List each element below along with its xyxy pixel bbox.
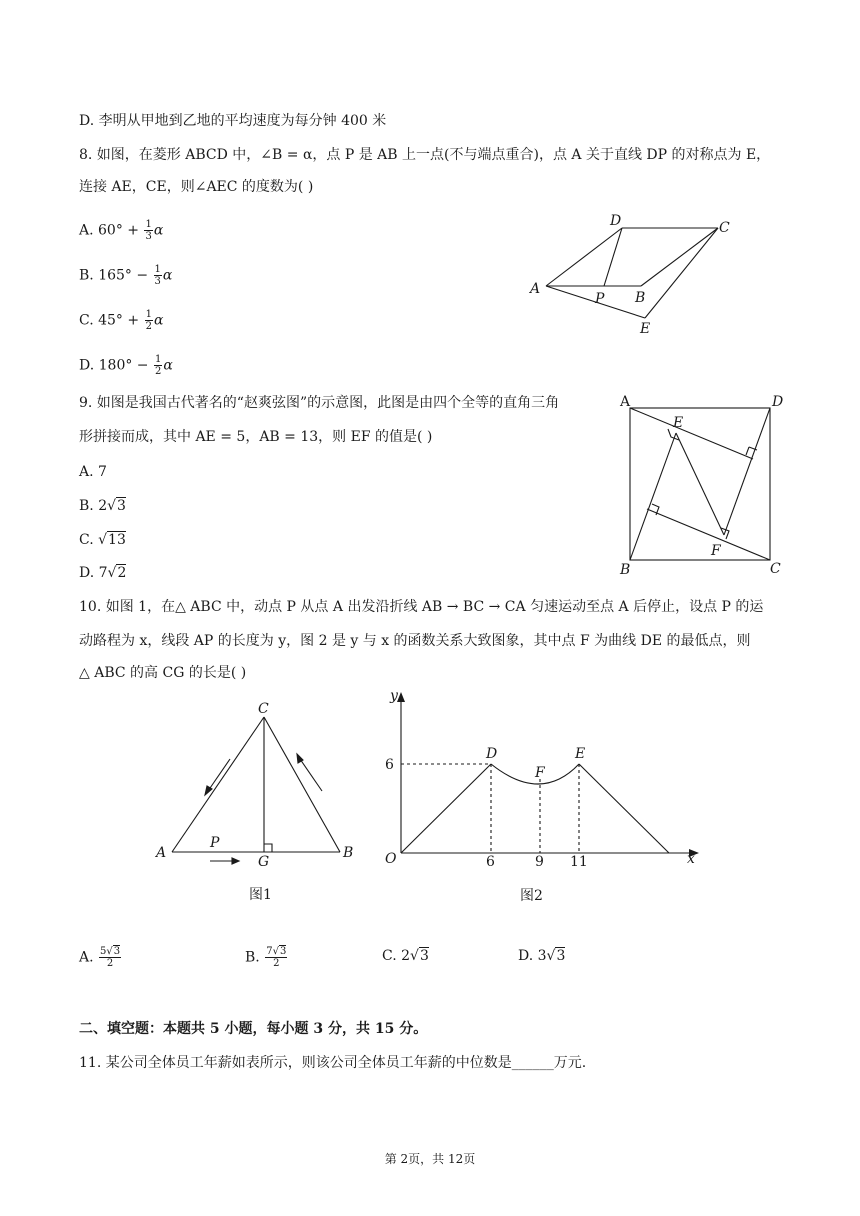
frac-den: 2	[273, 958, 280, 969]
q10-option-c: C. 2√3	[382, 948, 429, 964]
origin-label: O	[385, 851, 397, 867]
radicand: 2	[117, 565, 127, 581]
q10-figure-1	[150, 695, 360, 914]
option-prefix: C. 45° +	[79, 312, 140, 329]
q8-stem-line2: 连接 AE，CE，则∠AEC 的度数为( )	[79, 179, 314, 195]
option-prefix: D. 180° −	[79, 357, 149, 374]
page-footer: 第 2页，共 12页	[384, 1152, 476, 1166]
section-2-heading: 二、填空题：本题共 5 小题，每小题 3 分，共 15 分。	[79, 1021, 428, 1037]
y-axis-label: y	[390, 688, 398, 704]
label-a: A	[156, 845, 167, 861]
frac-num: 1	[145, 309, 152, 320]
label-g: G	[258, 854, 270, 870]
frac-den: 3	[145, 231, 152, 242]
q9-option-a: A. 7	[79, 464, 107, 480]
option-prefix: D. 7	[79, 565, 108, 581]
frac-num: 1	[154, 354, 162, 365]
num-coef: 5	[100, 946, 107, 957]
frac-den: 2	[106, 958, 114, 969]
label-e: E	[673, 415, 684, 431]
q9-option-c: C. √13	[79, 532, 126, 548]
label-b: B	[620, 562, 631, 578]
label-f: F	[711, 543, 721, 559]
q8-option-a	[79, 219, 163, 242]
option-prefix: B. 165° −	[79, 267, 149, 284]
label-d: D	[610, 213, 622, 229]
q9-option-b: B. 2√3	[79, 498, 126, 514]
option-suffix: α	[162, 267, 173, 284]
q10-stem-line2: 动路程为 x，线段 AP 的长度为 y，图 2 是 y 与 x 的函数关系大致图象，其中点 F 为曲线 DE 的最低点，则	[79, 633, 751, 649]
num-radicand: 3	[279, 946, 287, 957]
x-tick-6: 6	[486, 854, 495, 870]
q9-zhao-shuang-figure	[612, 388, 792, 587]
q10-figure-2-graph	[375, 683, 705, 912]
q11-stem: 11. 某公司全体员工年薪如表所示，则该公司全体员工年薪的中位数是______万元.	[79, 1055, 587, 1071]
label-e: E	[640, 321, 651, 337]
option-prefix: B.	[245, 949, 265, 966]
frac-den: 2	[154, 366, 162, 377]
option-prefix: D. 3	[518, 948, 547, 964]
option-prefix: C.	[79, 532, 99, 548]
label-p: P	[595, 291, 605, 307]
option-prefix: A.	[79, 949, 99, 966]
frac-den: 3	[154, 276, 161, 287]
label-a: A	[620, 394, 631, 410]
q10-stem-line3: △ ABC 的高 CG 的长是( )	[79, 665, 247, 681]
frac-num: 1	[154, 264, 161, 275]
q8-option-d	[79, 354, 173, 377]
q9-stem-line1: 9. 如图是我国古代著名的“赵爽弦图”的示意图，此图是由四个全等的直角三角	[79, 395, 560, 411]
label-f: F	[535, 765, 545, 781]
label-a: A	[530, 281, 541, 297]
label-e: E	[575, 746, 586, 762]
option-suffix: α	[153, 222, 164, 239]
label-c: C	[719, 220, 730, 236]
option-prefix: C. 2	[382, 948, 411, 964]
q8-stem-line1: 8. 如图，在菱形 ABCD 中，∠B = α，点 P 是 AB 上一点(不与端点重合)，点 A 关于直线 DP 的对称点为 E，	[79, 147, 771, 163]
q10-option-d: D. 3√3	[518, 948, 566, 964]
q8-rhombus-figure	[520, 205, 750, 344]
option-suffix: α	[153, 312, 164, 329]
q10-option-a: A. $\frac{5√3}{2}$	[79, 946, 121, 969]
x-axis-label: x	[687, 851, 695, 867]
num-radicand: 3	[113, 946, 121, 957]
option-suffix: α	[163, 357, 173, 374]
option-prefix: B. 2	[79, 498, 108, 514]
figure-1-caption: 图1	[249, 887, 272, 903]
y-tick-6: 6	[385, 757, 394, 773]
frac-den: 2	[145, 321, 152, 332]
label-c: C	[258, 701, 269, 717]
num-coef: 7	[266, 946, 273, 957]
label-p: P	[210, 835, 220, 851]
frac-num: 1	[145, 219, 152, 230]
q10-stem-line1: 10. 如图 1，在△ ABC 中，动点 P 从点 A 出发沿折线 AB → BC → CA 匀速运动至点 A 后停止，设点 P 的运	[79, 599, 764, 615]
q8-option-b	[79, 264, 172, 287]
q7-option-d: D. 李明从甲地到乙地的平均速度为每分钟 400 米	[79, 113, 387, 129]
radicand: 3	[419, 948, 429, 964]
label-d: D	[772, 394, 784, 410]
x-tick-9: 9	[535, 854, 544, 870]
radicand: 3	[556, 948, 566, 964]
option-prefix: A. 60° +	[79, 222, 140, 239]
label-c: C	[770, 561, 781, 577]
x-tick-11: 11	[570, 854, 588, 870]
radicand: 13	[108, 532, 126, 548]
q9-stem-line2: 形拼接而成，其中 AE = 5，AB = 13，则 EF 的值是( )	[79, 429, 433, 445]
q9-option-d: D. 7√2	[79, 565, 127, 581]
label-b: B	[343, 845, 354, 861]
q8-option-c	[79, 309, 163, 332]
label-d: D	[486, 746, 498, 762]
radicand: 3	[117, 498, 126, 514]
figure-2-caption: 图2	[520, 888, 543, 904]
label-b: B	[635, 290, 646, 306]
q10-option-b: B. $\frac{7√3}{2}$	[245, 946, 287, 969]
